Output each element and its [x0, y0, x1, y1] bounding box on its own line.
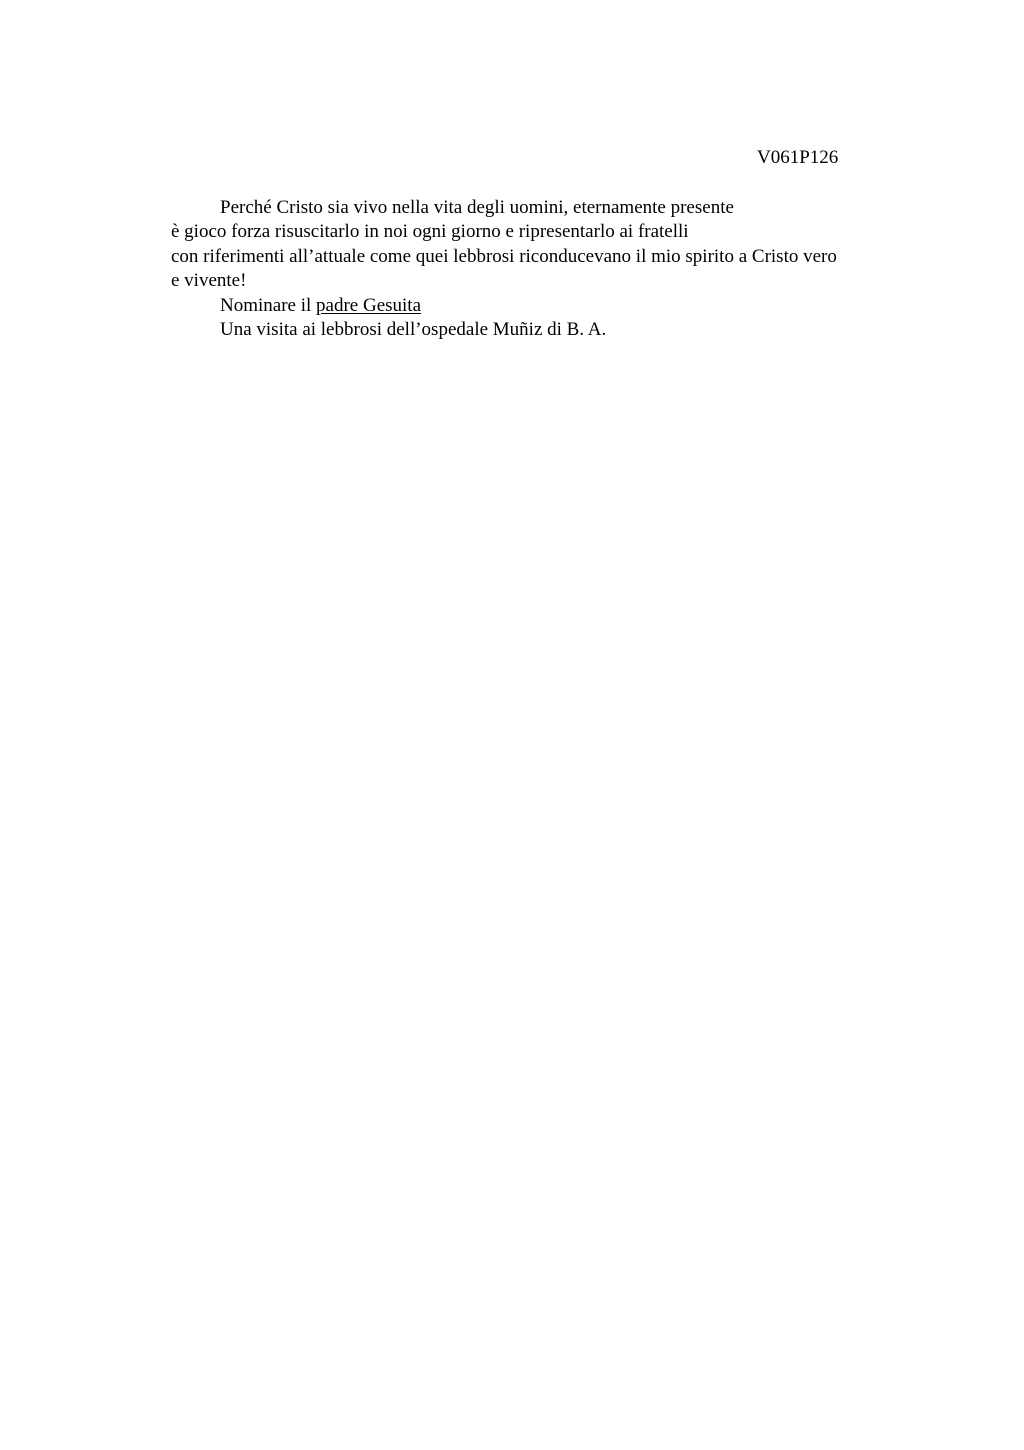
- paragraph-line-3: con riferimenti all’attuale come quei lebbrosi riconducevano il mio spirito a Cristo vero: [171, 245, 837, 267]
- note-line-visita: Una visita ai lebbrosi dell’ospedale Muñiz di B. A.: [220, 319, 607, 341]
- document-body: [171, 196, 931, 342]
- note-prefix: Nominare il: [220, 294, 317, 316]
- paragraph-line-1: Perché Cristo sia vivo nella vita degli uomini, eternamente presente: [220, 197, 734, 218]
- paragraph-line-2: è gioco forza risuscitarlo in noi ogni giorno e ripresentarlo ai fratelli: [171, 221, 689, 243]
- note-line-nominare: [171, 294, 931, 318]
- page-identifier: V061P126: [757, 147, 839, 168]
- paragraph-line-4: e vivente!: [171, 270, 247, 292]
- underlined-padre-gesuita: padre Gesuita: [316, 294, 422, 316]
